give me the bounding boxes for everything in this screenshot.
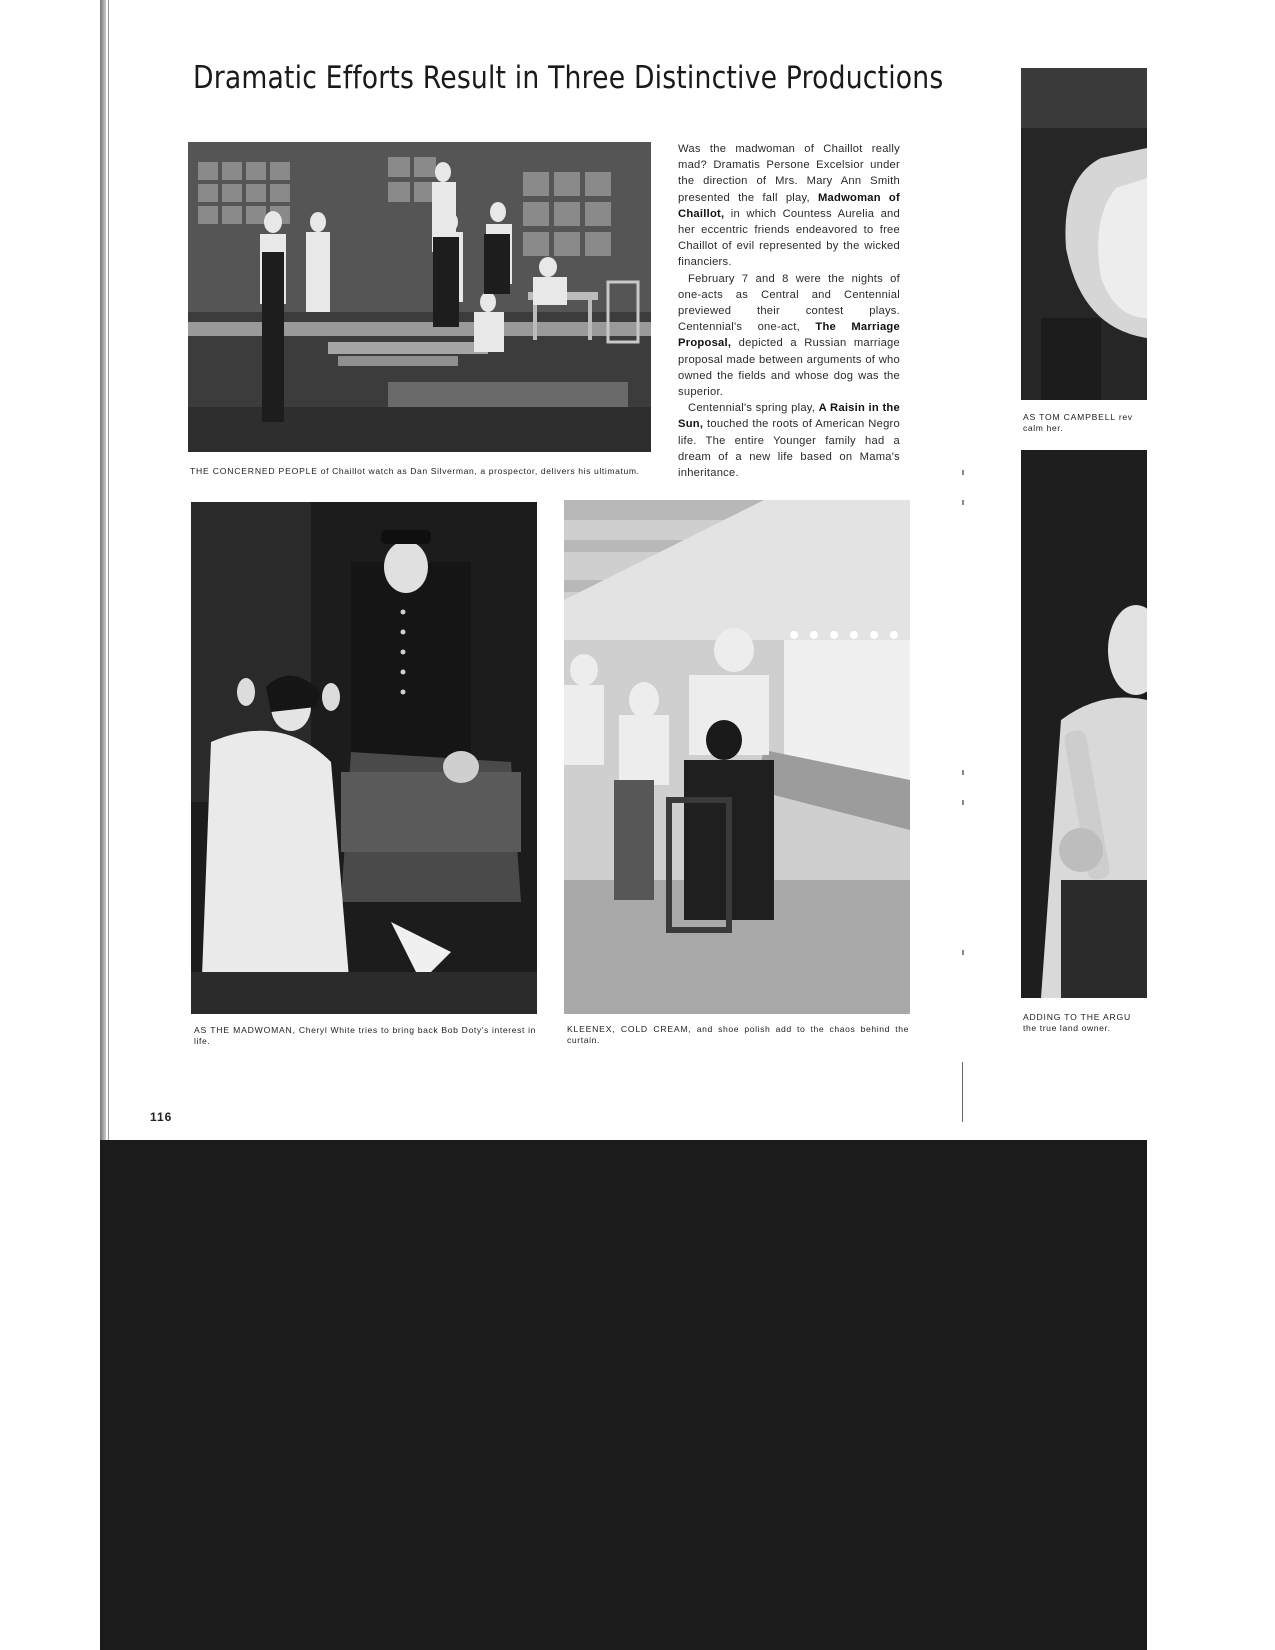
right-top-caption-line2: calm her.	[1023, 423, 1064, 433]
binding-edge	[100, 0, 106, 1140]
right-bottom-caption-lead: ADDING TO THE ARGU	[1023, 1012, 1131, 1022]
stage-photo-caption	[190, 466, 652, 477]
article-paragraph-2: February 7 and 8 were the nights of one-acts as Central and Centennial previewed their contest plays. Centennial's one-act, The Marriage Proposal, depicted a Russian marriage proposal made between arguments of who owned the fields and whose dog was the superior.	[678, 272, 900, 399]
article-paragraph-3: Centennial's spring play, A Raisin in the Sun, touched the roots of American Negro life. The entire Younger family had a dream of a new life based on Mama's inheritance.	[678, 402, 900, 480]
binding-edge-line	[108, 0, 109, 1140]
madwoman-caption-lead: AS THE MADWOMAN,	[194, 1025, 296, 1035]
article-body	[678, 141, 900, 481]
backstage-photo-caption	[567, 1024, 909, 1046]
right-top-caption: AS TOM CAMPBELL rev calm her.	[1023, 412, 1133, 433]
play-title-marriage-proposal: The Marriage Proposal,	[678, 321, 900, 350]
right-top-photo-art	[1021, 68, 1147, 400]
gutter-tick	[962, 770, 964, 775]
stage-caption-text: of Chaillot watch as Dan Silverman, a prospector, delivers his ultimatum.	[317, 466, 640, 476]
backstage-photo-art	[564, 500, 910, 1014]
madwoman-photo-art	[191, 502, 537, 1014]
gutter-tick	[962, 470, 964, 475]
page-number: 116	[150, 1110, 173, 1124]
right-page-photo-bottom	[1021, 450, 1147, 998]
outer-margin	[1147, 0, 1275, 1650]
article-paragraph-1: Was the madwoman of Chaillot really mad? Dramatis Persone Excelsior under the direction of Mrs. Mary Ann Smith presented the fall play, Madwoman of Chaillot, in which Countess Aurelia and her eccentric friends endeavored to free Chaillot of evil represented by the wicked financiers.	[678, 143, 900, 269]
right-top-caption-lead: AS TOM CAMPBELL	[1023, 412, 1116, 422]
scan-background	[100, 1140, 1147, 1650]
right-bottom-caption-line2: the true land owner.	[1023, 1023, 1111, 1033]
right-page-photo-top	[1021, 68, 1147, 400]
play-title-madwoman: Madwoman of Chaillot,	[678, 191, 900, 220]
backstage-photo	[564, 500, 910, 1014]
madwoman-photo-caption	[194, 1025, 536, 1047]
madwoman-caption-text: Cheryl White tries to bring back Bob Doty's interest in life.	[194, 1025, 536, 1046]
madwoman-photo	[191, 502, 537, 1014]
gutter-tick	[962, 800, 964, 805]
gutter-line	[962, 1062, 963, 1122]
gutter-tick	[962, 950, 964, 955]
right-bottom-caption	[1023, 1012, 1147, 1034]
page-headline: Dramatic Efforts Result in Three Distinctive Productions	[193, 60, 944, 96]
play-title-raisin: A Raisin in the Sun,	[678, 402, 900, 431]
backstage-caption-text: and shoe polish add to the chaos behind the curtain.	[567, 1024, 910, 1045]
stage-caption-lead: THE CONCERNED PEOPLE	[190, 466, 318, 476]
right-bottom-photo-art	[1021, 450, 1147, 998]
backstage-caption-lead: KLEENEX, COLD CREAM,	[567, 1024, 692, 1034]
gutter-tick	[962, 500, 964, 505]
stage-photo	[188, 142, 651, 452]
stage-photo-art	[188, 142, 651, 452]
